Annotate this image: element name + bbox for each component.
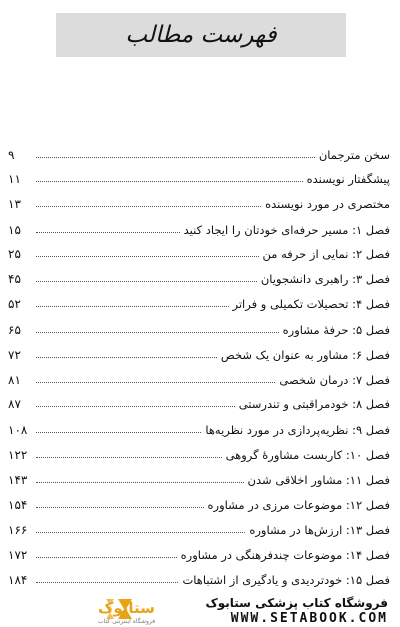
toc-entry[interactable] bbox=[8, 239, 390, 261]
toc-entry-label: فصل ۱۱: مشاور اخلاقی شدن bbox=[247, 473, 390, 487]
toc-entry-label: فصل ۱۰: کاربست مشاورهٔ گروهی bbox=[225, 448, 390, 462]
dot-leader bbox=[36, 507, 204, 508]
toc-entry-label: فصل ۱۵: خودتردیدی و یادگیری از اشتباهات bbox=[182, 573, 390, 587]
toc-entry-label: فصل ۶: مشاور به عنوان یک شخص bbox=[220, 348, 390, 362]
dot-leader bbox=[36, 582, 178, 583]
dot-leader bbox=[36, 406, 235, 407]
toc-entry-page: ۱۴۳ bbox=[8, 473, 28, 487]
dot-leader bbox=[36, 281, 257, 282]
toc-entry-page: ۱۰۸ bbox=[8, 423, 28, 437]
toc-entry-page: ۱۳ bbox=[8, 197, 21, 211]
toc-entry-label: فصل ۱۳: ارزش‌ها در مشاوره bbox=[249, 523, 390, 537]
toc-entry[interactable] bbox=[8, 215, 390, 237]
toc-entry-label: فصل ۴: تحصیلات تکمیلی و فراتر bbox=[232, 297, 390, 311]
toc-entry-label: فصل ۸: خودمراقبتی و تندرستی bbox=[238, 397, 390, 411]
dot-leader bbox=[36, 457, 222, 458]
toc-entry-page: ۱۷۲ bbox=[8, 548, 28, 562]
toc-entry-label: فصل ۱: مسیر حرفه‌ای خودتان را ایجاد کنید bbox=[183, 223, 390, 237]
toc-entry-page: ۵۲ bbox=[8, 297, 21, 311]
dot-leader bbox=[36, 157, 315, 158]
dot-leader bbox=[36, 232, 180, 233]
toc-entry-label: سخن مترجمان bbox=[318, 148, 390, 162]
toc-entry[interactable] bbox=[8, 264, 390, 286]
dot-leader bbox=[36, 532, 245, 533]
dot-leader bbox=[36, 357, 217, 358]
toc-entry-label: فصل ۲: نمایی از حرفه من bbox=[262, 247, 390, 261]
toc-entry[interactable] bbox=[8, 389, 390, 411]
toc-entry-page: ۶۵ bbox=[8, 323, 21, 337]
toc-entry[interactable] bbox=[8, 490, 390, 512]
toc-entry-page: ۴۵ bbox=[8, 272, 21, 286]
toc-entry-page: ۸۱ bbox=[8, 373, 21, 387]
toc-entry[interactable] bbox=[8, 540, 390, 562]
store-url[interactable]: WWW.SETABOOK.COM bbox=[230, 611, 388, 626]
toc-entry[interactable] bbox=[8, 515, 390, 537]
toc-entry[interactable] bbox=[8, 365, 390, 387]
dot-leader bbox=[36, 256, 259, 257]
svg-text:ستابوک: ستابوک bbox=[98, 599, 155, 617]
toc-entry[interactable] bbox=[8, 340, 390, 362]
toc-entry[interactable] bbox=[8, 140, 390, 162]
dot-leader bbox=[36, 382, 275, 383]
toc-entry[interactable] bbox=[8, 315, 390, 337]
toc-entry-page: ۱۲۲ bbox=[8, 448, 28, 462]
dot-leader bbox=[36, 332, 279, 333]
toc-entry[interactable] bbox=[8, 415, 390, 437]
toc-entry-page: ۱۵۴ bbox=[8, 498, 28, 512]
title-box bbox=[56, 13, 346, 57]
store-name: فروشگاه کتاب پزشکی ستابوک bbox=[205, 596, 388, 610]
setabook-logo bbox=[10, 595, 156, 625]
dot-leader bbox=[36, 482, 244, 483]
dot-leader bbox=[36, 432, 201, 433]
toc-entry-page: ۱۱ bbox=[8, 172, 21, 186]
page-title: فهرست مطالب bbox=[125, 22, 277, 48]
dot-leader bbox=[36, 557, 177, 558]
toc-entry[interactable] bbox=[8, 465, 390, 487]
toc-entry-page: ۸۷ bbox=[8, 397, 21, 411]
toc-entry-page: ۲۵ bbox=[8, 247, 21, 261]
toc-entry-page: ۱۸۴ bbox=[8, 573, 28, 587]
toc-entry-page: ۱۶۶ bbox=[8, 523, 28, 537]
toc-entry-label: فصل ۷: درمان شخصی bbox=[279, 373, 390, 387]
toc-entry-page: ۱۵ bbox=[8, 223, 21, 237]
toc-entry-label: فصل ۵: حرفهٔ مشاوره bbox=[282, 323, 390, 337]
toc-entry-label: پیشگفتار نویسنده bbox=[306, 172, 390, 186]
dot-leader bbox=[36, 306, 229, 307]
toc-entry-label: مختصری در مورد نویسنده bbox=[265, 197, 390, 211]
toc-entry-page: ۹ bbox=[8, 148, 15, 162]
svg-text:فروشگاه اینترنتی کتاب: فروشگاه اینترنتی کتاب bbox=[98, 618, 156, 625]
toc-entry-label: فصل ۹: نظریه‌پردازی در مورد نظریه‌ها bbox=[205, 423, 390, 437]
toc-entry-page: ۷۲ bbox=[8, 348, 21, 362]
toc-entry[interactable] bbox=[8, 440, 390, 462]
toc-entry[interactable] bbox=[8, 189, 390, 211]
toc-entry[interactable] bbox=[8, 164, 390, 186]
toc-entry-label: فصل ۱۴: موضوعات چندفرهنگی در مشاوره bbox=[180, 548, 390, 562]
dot-leader bbox=[36, 181, 303, 182]
toc-entry-label: فصل ۱۲: موضوعات مرزی در مشاوره bbox=[207, 498, 390, 512]
toc-entry[interactable] bbox=[8, 289, 390, 311]
toc-entry[interactable] bbox=[8, 565, 390, 587]
dot-leader bbox=[36, 206, 261, 207]
footer-banner bbox=[0, 587, 400, 627]
toc-entry-label: فصل ۳: راهبری دانشجویان bbox=[260, 272, 390, 286]
